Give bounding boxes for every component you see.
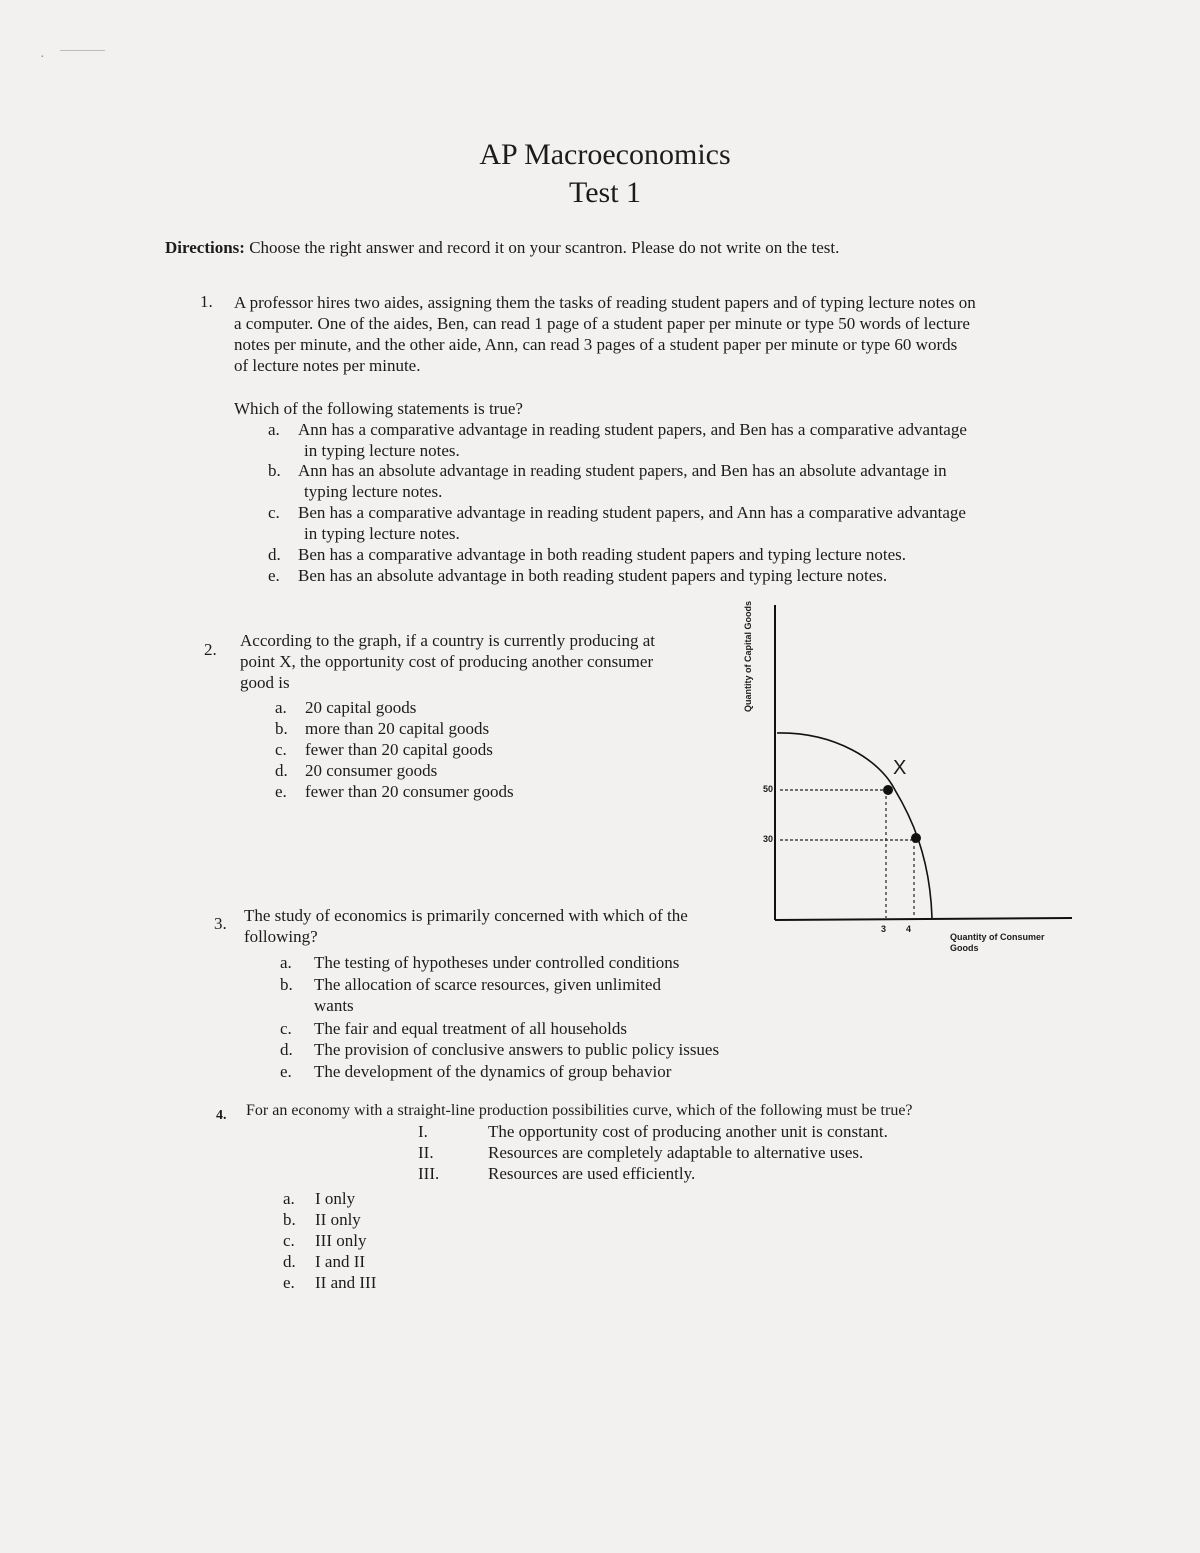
option-text: The provision of conclusive answers to public policy issues <box>314 1040 720 1059</box>
option-text: Ann has a comparative advantage in reading student papers, and Ben has a comparative advantage <box>298 420 967 439</box>
x-axis-label-line: Goods <box>950 943 979 953</box>
option-text: in typing lecture notes. <box>304 441 460 460</box>
option-letter: e. <box>280 1062 292 1081</box>
option-text: The fair and equal treatment of all households <box>314 1019 627 1038</box>
q4-option-c <box>283 1230 376 1251</box>
q1-stem <box>234 292 1064 376</box>
page-subtitle: Test 1 <box>568 176 642 209</box>
q1-stem-line: of lecture notes per minute. <box>234 356 421 375</box>
q4-option-b <box>283 1209 376 1230</box>
q2-stem-line: According to the graph, if a country is currently producing at <box>240 631 655 650</box>
option-text: more than 20 capital goods <box>305 719 490 738</box>
option-letter: d. <box>275 761 288 780</box>
q4-options <box>283 1188 376 1293</box>
point-second <box>911 833 921 843</box>
q2-stem-line: point X, the opportunity cost of producing another consumer <box>240 652 654 671</box>
q4-stem: For an economy with a straight-line production possibilities curve, which of the following must be true? <box>246 1102 913 1119</box>
x-axis <box>775 918 1072 920</box>
option-letter: d. <box>280 1040 293 1059</box>
option-letter: e. <box>268 566 280 585</box>
q2-stem-line: good is <box>240 673 290 692</box>
option-letter: a. <box>268 420 280 439</box>
q3-option-a <box>280 952 679 973</box>
q3-option-e <box>280 1061 671 1082</box>
option-text: The allocation of scarce resources, given unlimited <box>314 975 661 994</box>
q1-stem-line: A professor hires two aides, assigning them the tasks of reading student papers and of typing lecture notes on <box>234 293 976 312</box>
roman-text: Resources are used efficiently. <box>488 1164 696 1183</box>
q2-option-e <box>275 781 514 802</box>
q1-question: Which of the following statements is true? <box>234 399 523 418</box>
q4-roman-1 <box>418 1121 888 1142</box>
q1-option-c <box>268 502 966 544</box>
option-letter: c. <box>275 740 287 759</box>
option-text: The testing of hypotheses under controlled conditions <box>314 953 680 972</box>
option-text: Ben has a comparative advantage in both reading student papers and typing lecture notes. <box>298 545 907 564</box>
option-text: Ben has an absolute advantage in both reading student papers and typing lecture notes. <box>298 566 888 585</box>
roman-numeral: I. <box>418 1122 428 1141</box>
x-tick-4: 4 <box>906 924 912 934</box>
q4-option-e <box>283 1272 376 1293</box>
q3-stem-line: following? <box>244 927 318 946</box>
q4-roman-3 <box>418 1163 695 1184</box>
point-x-label: X <box>893 757 907 779</box>
q3-stem-line: The study of economics is primarily concerned with which of the <box>244 906 688 925</box>
option-text: fewer than 20 capital goods <box>305 740 493 759</box>
option-text: Ben has a comparative advantage in reading student papers, and Ann has a comparative advantage <box>298 503 966 522</box>
q4-number: 4. <box>216 1108 227 1123</box>
option-letter: d. <box>268 545 281 564</box>
q1-stem-line: a computer. One of the aides, Ben, can read 1 page of a student paper per minute or type 50 words of lecture <box>234 314 970 333</box>
option-text: II and III <box>315 1273 377 1292</box>
q1-number: 1. <box>200 292 213 311</box>
q4-option-a <box>283 1188 376 1209</box>
option-text: III only <box>315 1231 367 1250</box>
ppc-graph <box>740 600 1080 930</box>
q3-number: 3. <box>214 914 227 933</box>
q1-option-b <box>268 460 947 502</box>
option-letter: e. <box>275 782 287 801</box>
x-axis-label-line: Quantity of Consumer <box>950 932 1045 942</box>
q2-option-b <box>275 718 514 739</box>
directions-label: Directions: <box>165 238 245 257</box>
scan-mark: · <box>40 50 45 65</box>
page-title: AP Macroeconomics <box>479 138 731 171</box>
y-tick-30: 30 <box>763 834 774 844</box>
q4-roman-2 <box>418 1142 863 1163</box>
directions-text: Choose the right answer and record it on your scantron. Please do not write on the test. <box>249 238 840 257</box>
option-letter: b. <box>280 975 293 994</box>
scan-mark-line <box>60 50 105 51</box>
q3-option-d <box>280 1039 719 1060</box>
option-letter: d. <box>283 1252 296 1271</box>
q2-option-a <box>275 697 514 718</box>
option-letter: c. <box>280 1019 292 1038</box>
option-letter: a. <box>275 698 287 717</box>
q3-stem <box>244 905 764 947</box>
y-tick-50: 50 <box>763 784 774 794</box>
option-letter: b. <box>275 719 288 738</box>
q1-option-a <box>268 419 967 461</box>
option-letter: e. <box>283 1273 295 1292</box>
option-text: II only <box>315 1210 361 1229</box>
option-text: fewer than 20 consumer goods <box>305 782 514 801</box>
x-tick-3: 3 <box>881 924 887 934</box>
option-letter: a. <box>283 1189 295 1208</box>
option-letter: a. <box>280 953 292 972</box>
q1-option-e <box>268 565 887 586</box>
q1-option-d <box>268 544 906 565</box>
roman-numeral: III. <box>418 1164 440 1183</box>
q2-stem <box>240 630 720 693</box>
point-x <box>883 785 893 795</box>
roman-text: Resources are completely adaptable to alternative uses. <box>488 1143 864 1162</box>
q2-number: 2. <box>204 640 217 659</box>
ppc-curve <box>777 733 932 918</box>
q3-option-b <box>280 974 661 1016</box>
y-axis-label: Quantity of Capital Goods <box>743 600 753 712</box>
roman-numeral: II. <box>418 1143 434 1162</box>
roman-text: The opportunity cost of producing another unit is constant. <box>488 1122 888 1141</box>
option-text: Ann has an absolute advantage in reading student papers, and Ben has an absolute advantage in <box>298 461 947 480</box>
q3-option-c <box>280 1018 627 1039</box>
option-text: wants <box>314 996 354 1015</box>
x-axis-label <box>950 932 1060 954</box>
option-text: 20 consumer goods <box>305 761 438 780</box>
q2-option-d <box>275 760 514 781</box>
option-text: I and II <box>315 1252 366 1271</box>
q2-options <box>275 697 514 802</box>
q2-option-c <box>275 739 514 760</box>
option-letter: c. <box>283 1231 295 1250</box>
option-text: typing lecture notes. <box>304 482 443 501</box>
option-letter: b. <box>283 1210 296 1229</box>
option-text: in typing lecture notes. <box>304 524 460 543</box>
option-letter: b. <box>268 461 281 480</box>
option-text: The development of the dynamics of group behavior <box>314 1062 672 1081</box>
option-letter: c. <box>268 503 280 522</box>
directions <box>165 238 839 258</box>
option-text: 20 capital goods <box>305 698 417 717</box>
option-text: I only <box>315 1189 356 1208</box>
q4-option-d <box>283 1251 376 1272</box>
q1-stem-line: notes per minute, and the other aide, Ann, can read 3 pages of a student paper per minute or type 60 words <box>234 335 958 354</box>
